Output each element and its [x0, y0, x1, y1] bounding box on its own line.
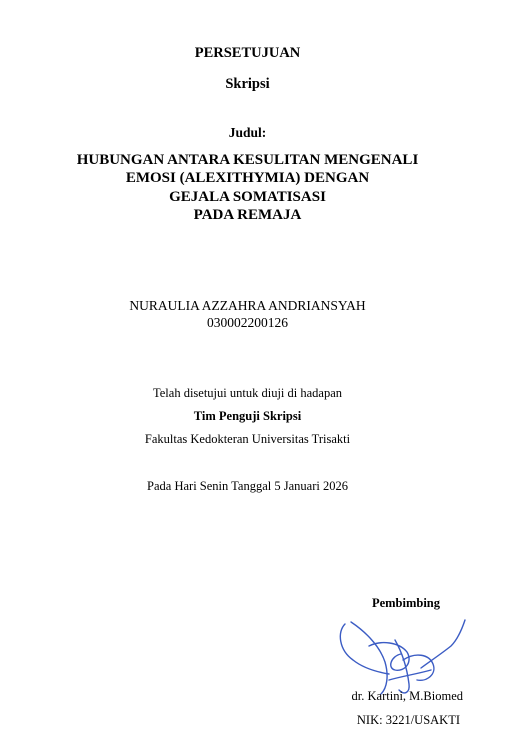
approval-date: Pada Hari Senin Tanggal 5 Januari 2026	[147, 479, 348, 493]
document-heading: PERSETUJUAN	[194, 45, 301, 61]
author-name: NURAULIA AZZAHRA ANDRIANSYAH	[129, 298, 366, 313]
author-id: 030002200126	[207, 315, 288, 330]
judul-label: Judul:	[228, 125, 267, 140]
supervisor-nik: NIK: 3221/USAKTI	[356, 713, 460, 727]
approval-text: Telah disetujui untuk diuji di hadapan	[152, 386, 343, 400]
signature-image	[333, 610, 473, 700]
thesis-title-line: GEJALA SOMATISASI	[169, 189, 326, 205]
thesis-title-line: HUBUNGAN ANTARA KESULITAN MENGENALI	[76, 152, 419, 168]
examiner-team: Tim Penguji Skripsi	[193, 409, 302, 423]
supervisor-role: Pembimbing	[371, 596, 440, 610]
thesis-title-line: EMOSI (ALEXITHYMIA) DENGAN	[125, 170, 370, 186]
document-subheading: Skripsi	[225, 76, 270, 92]
thesis-title-line: PADA REMAJA	[193, 207, 302, 223]
supervisor-name: dr. Kartini, M.Biomed	[351, 689, 463, 703]
faculty-name: Fakultas Kedokteran Universitas Trisakti	[144, 432, 351, 446]
